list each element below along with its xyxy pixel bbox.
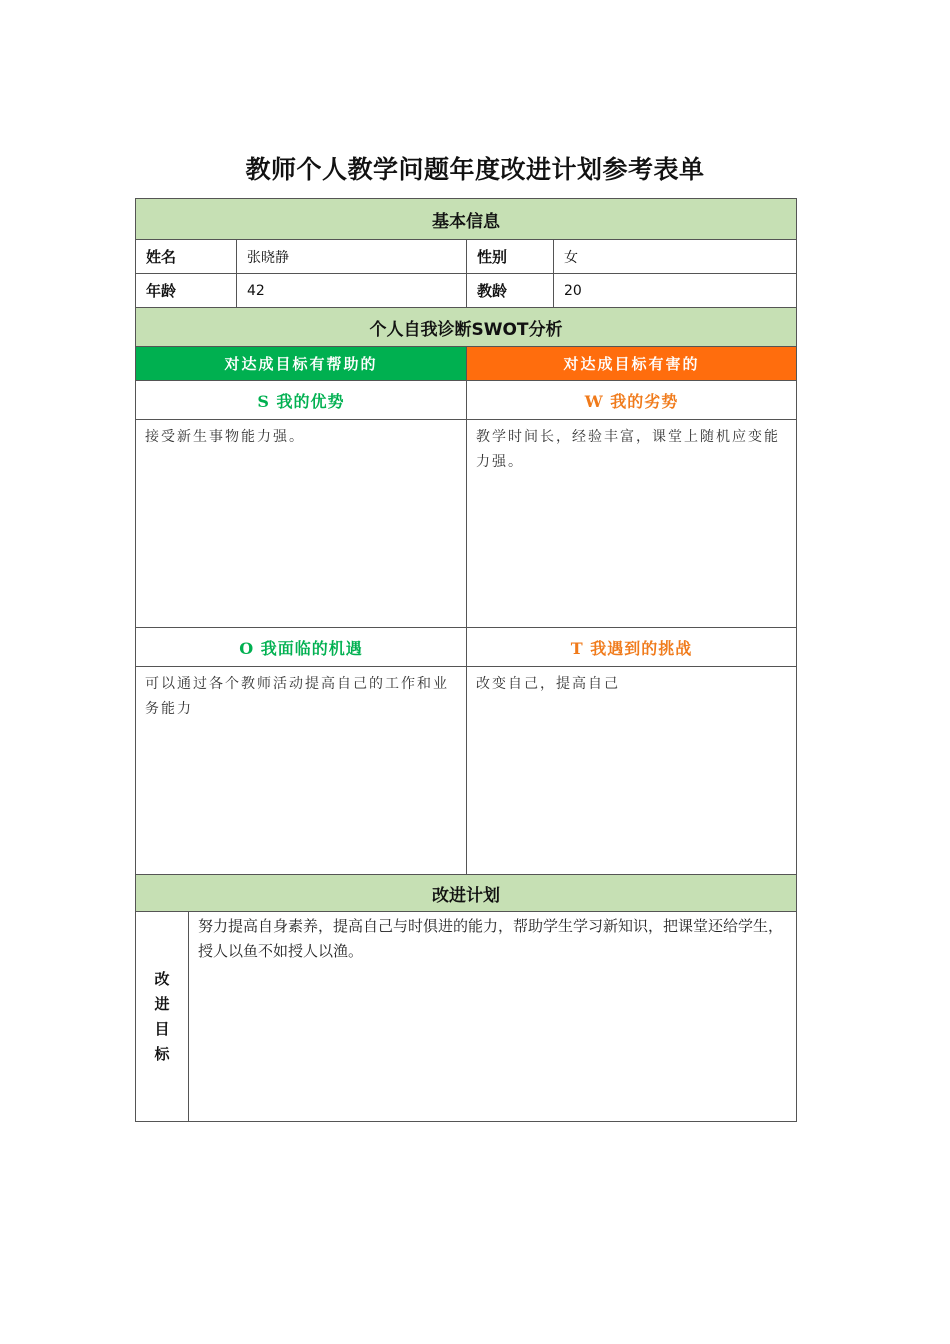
document-title: 教师个人教学问题年度改进计划参考表单 — [245, 155, 705, 184]
harmful-header: 对达成目标有害的 — [466, 346, 797, 381]
opportunities-text: 可以通过各个教师活动提高自己的工作和业务能力 — [135, 666, 467, 875]
threats-text: 改变自己，提高自己 — [466, 666, 797, 875]
weaknesses-title: W 我的劣势 — [466, 380, 797, 420]
strengths-title: S 我的优势 — [135, 380, 467, 420]
opportunities-title: O 我面临的机遇 — [135, 627, 467, 667]
weaknesses-text: 教学时间长，经验丰富，课堂上随机应变能力强。 — [466, 419, 797, 628]
basic-info-header: 基本信息 — [135, 198, 797, 240]
name-value: 张晓静 — [236, 239, 467, 274]
plan-header: 改进计划 — [135, 874, 797, 912]
gender-value: 女 — [553, 239, 797, 274]
teaching-years-label: 教龄 — [466, 273, 554, 308]
threats-title: T 我遇到的挑战 — [466, 627, 797, 667]
age-label: 年龄 — [135, 273, 237, 308]
age-value: 42 — [236, 273, 467, 308]
swot-header: 个人自我诊断SWOT分析 — [135, 307, 797, 347]
goal-label — [135, 911, 189, 1122]
strengths-text: 接受新生事物能力强。 — [135, 419, 467, 628]
teaching-years-value: 20 — [553, 273, 797, 308]
gender-label: 性别 — [466, 239, 554, 274]
helpful-header: 对达成目标有帮助的 — [135, 346, 467, 381]
goal-text: 努力提高自身素养，提高自己与时俱进的能力，帮助学生学习新知识，把课堂还给学生，授人以鱼不如授人以渔。 — [188, 911, 797, 1122]
name-label: 姓名 — [135, 239, 237, 274]
goal-label-text: 改进目标 — [154, 969, 170, 1063]
